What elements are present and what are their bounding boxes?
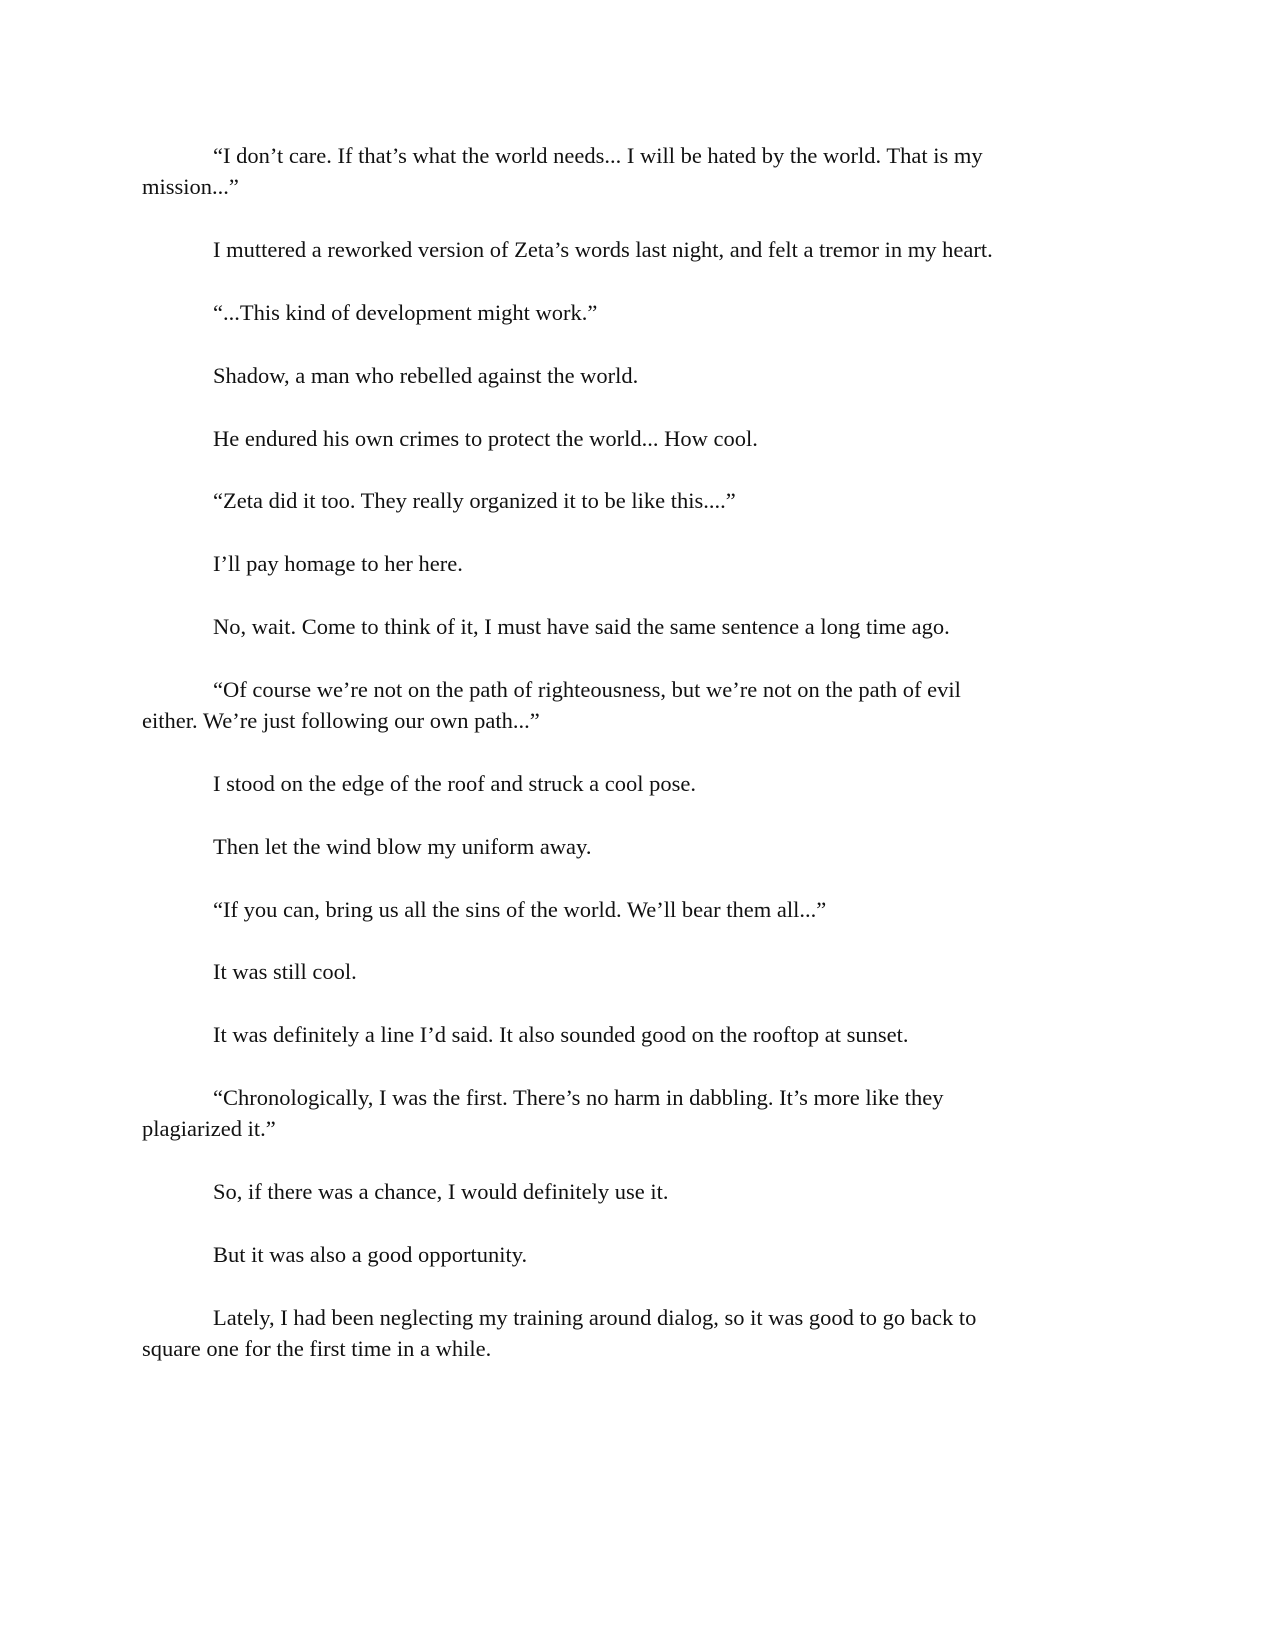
text-line: “Zeta did it too. They really organized it to be like this....” (213, 488, 736, 514)
paragraph (142, 485, 1142, 516)
text-line: “Chronologically, I was the first. There’s no harm in dabbling. It’s more like they (213, 1084, 944, 1110)
text-line: “I don’t care. If that’s what the world needs... I will be hated by the world. That is my (213, 143, 983, 168)
text-line: I’ll pay homage to her here. (213, 551, 463, 577)
paragraph (142, 234, 1142, 265)
paragraph (142, 548, 1142, 579)
text-line: But it was also a good opportunity. (213, 1241, 528, 1267)
text-line: “If you can, bring us all the sins of the world. We’ll bear them all...” (213, 896, 827, 922)
paragraph (142, 360, 1142, 391)
text-line: mission...” (142, 174, 239, 200)
paragraph (142, 768, 1142, 799)
text-line: No, wait. Come to think of it, I must have said the same sentence a long time ago. (213, 613, 950, 639)
paragraph (142, 297, 1142, 328)
text-line: plagiarized it.” (142, 1116, 276, 1142)
text-line: I muttered a reworked version of Zeta’s words last night, and felt a tremor in my heart. (213, 237, 993, 263)
paragraph (142, 1082, 1142, 1145)
text-line: square one for the first time in a while. (142, 1336, 492, 1362)
text-line: Then let the wind blow my uniform away. (213, 833, 592, 859)
text-line: I stood on the edge of the roof and struck a cool pose. (213, 770, 696, 796)
text-line: Shadow, a man who rebelled against the world. (213, 362, 639, 388)
text-line: It was still cool. (213, 959, 357, 985)
paragraph (142, 1019, 1142, 1050)
paragraph (142, 831, 1142, 862)
text-line: He endured his own crimes to protect the world... How cool. (213, 425, 758, 451)
paragraph (142, 140, 1142, 203)
paragraph (142, 674, 1142, 737)
paragraph (142, 423, 1142, 454)
paragraph (142, 1176, 1142, 1207)
paragraph (142, 1239, 1142, 1270)
document-page (142, 140, 1142, 1396)
paragraph (142, 611, 1142, 642)
text-line: “...This kind of development might work.” (213, 300, 598, 325)
text-line: “Of course we’re not on the path of righteousness, but we’re not on the path of evil (213, 676, 961, 702)
paragraph (142, 894, 1142, 925)
text-line: It was definitely a line I’d said. It also sounded good on the rooftop at sunset. (213, 1022, 909, 1048)
paragraph (142, 1302, 1142, 1365)
text-line: Lately, I had been neglecting my training around dialog, so it was good to go back to (213, 1304, 977, 1330)
text-line: either. We’re just following our own path...” (142, 708, 540, 734)
text-line: So, if there was a chance, I would definitely use it. (213, 1179, 669, 1205)
paragraph (142, 956, 1142, 987)
